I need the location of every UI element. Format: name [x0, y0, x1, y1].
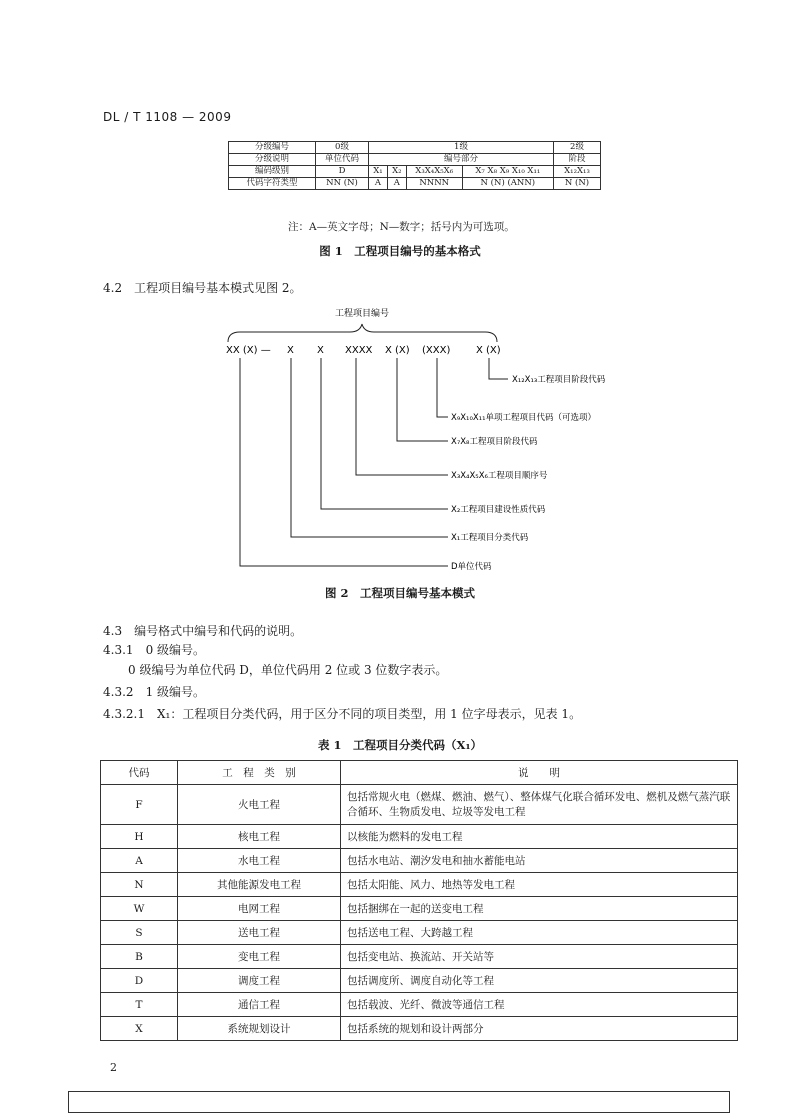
code-cell: N — [101, 873, 178, 897]
figure1-caption: 图 1 工程项目编号的基本格式 — [319, 244, 481, 258]
figure1-cell: N (N) (ANN) — [462, 178, 553, 190]
description-cell: 包括变电站、换流站、开关站等 — [341, 945, 738, 969]
column-header: 工 程 类 别 — [178, 761, 341, 785]
page-number: 2 — [110, 1061, 117, 1074]
table-row — [101, 825, 738, 849]
leader-line — [489, 358, 508, 379]
table-row — [101, 969, 738, 993]
category-cell: 送电工程 — [178, 921, 341, 945]
figure1-cell: X₂ — [387, 166, 406, 178]
figure1-cell: X₃X₄X₅X₆ — [406, 166, 462, 178]
section-text: 1 级编号。 — [145, 685, 206, 699]
figure1-row — [229, 166, 601, 178]
table-row — [101, 945, 738, 969]
section-4-3-1 — [103, 641, 205, 659]
category-cell: 变电工程 — [178, 945, 341, 969]
table-row — [101, 993, 738, 1017]
category-cell: 火电工程 — [178, 785, 341, 825]
figure1-row — [229, 154, 601, 166]
category-cell: 通信工程 — [178, 993, 341, 1017]
figure1-cell: X₇ X₈ X₉ X₁₀ X₁₁ — [462, 166, 553, 178]
brace-label: 工程项目编号 — [334, 309, 390, 319]
section-number: 4.3.2.1 — [103, 707, 145, 721]
column-header: 说 明 — [341, 761, 738, 785]
section-4-3 — [103, 622, 302, 640]
table-header-row — [101, 761, 738, 785]
figure1-cell: 单位代码 — [316, 154, 369, 166]
category-cell: 其他能源发电工程 — [178, 873, 341, 897]
figure2-label: X₉X₁₀X₁₁单项工程项目代码（可选项） — [451, 413, 597, 423]
pattern-segment: XXXX — [345, 345, 373, 356]
bottom-frame — [68, 1091, 730, 1113]
section-4-3-2 — [103, 683, 205, 701]
figure2-diagram — [0, 300, 800, 580]
description-cell: 包括太阳能、风力、地热等发电工程 — [341, 873, 738, 897]
figure2-label: D单位代码 — [451, 562, 492, 572]
code-cell: D — [101, 969, 178, 993]
code-cell: H — [101, 825, 178, 849]
code-cell: B — [101, 945, 178, 969]
section-text: 0 级编号。 — [145, 643, 206, 657]
table-row — [101, 921, 738, 945]
code-cell: S — [101, 921, 178, 945]
section-text: 编号格式中编号和代码的说明。 — [134, 624, 303, 638]
paragraph: 0 级编号为单位代码 D，单位代码用 2 位或 3 位数字表示。 — [128, 663, 448, 677]
brace-line — [228, 324, 497, 342]
description-cell: 以核能为燃料的发电工程 — [341, 825, 738, 849]
section-4-3-2-1 — [103, 705, 581, 723]
figure2-caption: 图 2 工程项目编号基本模式 — [324, 586, 475, 600]
code-cell: X — [101, 1017, 178, 1041]
pattern-segment: XX (X) — — [226, 345, 271, 356]
figure1-cell: 2级 — [554, 142, 601, 154]
table-row — [101, 785, 738, 825]
description-cell: 包括系统的规划和设计两部分 — [341, 1017, 738, 1041]
pattern-segment: (XXX) — [422, 345, 451, 356]
figure1-cell: 0级 — [316, 142, 369, 154]
figure1-cell: NN (N) — [316, 178, 369, 190]
description-cell: 包括送电工程、大跨越工程 — [341, 921, 738, 945]
figure1-cell: X₁ — [369, 166, 388, 178]
figure1-cell: 编码级别 — [229, 166, 316, 178]
figure1-cell: 代码字符类型 — [229, 178, 316, 190]
section-text: X₁：工程项目分类代码，用于区分不同的项目类型，用 1 位字母表示，见表 1。 — [157, 707, 582, 721]
description-cell: 包括调度所、调度自动化等工程 — [341, 969, 738, 993]
code-cell: A — [101, 849, 178, 873]
figure2-label: X₁工程项目分类代码 — [451, 533, 529, 543]
code-cell: T — [101, 993, 178, 1017]
figure1-cell: 分级说明 — [229, 154, 316, 166]
category-cell: 水电工程 — [178, 849, 341, 873]
table-row — [101, 849, 738, 873]
figure1-cell: X₁₂X₁₃ — [554, 166, 601, 178]
description-cell: 包括常规火电（燃煤、燃油、燃气）、整体煤气化联合循环发电、燃机及燃气蒸汽联合循环、生物质发电、垃圾等发电工程 — [341, 785, 738, 825]
table-row — [101, 1017, 738, 1041]
figure1-cell: NNNN — [406, 178, 462, 190]
code-cell: F — [101, 785, 178, 825]
leader-line — [356, 358, 448, 475]
figure1-cell: 编号部分 — [369, 154, 554, 166]
section-number: 4.3.1 — [103, 643, 134, 657]
pattern-segment: X (X) — [476, 345, 501, 356]
figure1-cell: A — [387, 178, 406, 190]
leader-line — [240, 358, 448, 566]
figure2-label: X₇X₈工程项目阶段代码 — [451, 437, 538, 447]
description-cell: 包括水电站、潮汐发电和抽水蓄能电站 — [341, 849, 738, 873]
pattern-segment: X — [287, 345, 294, 356]
pattern-segment: X (X) — [385, 345, 410, 356]
figure1-format-table — [228, 141, 601, 190]
figure2-label: X₂工程项目建设性质代码 — [451, 505, 546, 515]
code-cell: W — [101, 897, 178, 921]
table-row — [101, 897, 738, 921]
section-4-2: 4.2 工程项目编号基本模式见图 2。 — [103, 281, 302, 295]
column-header: 代码 — [101, 761, 178, 785]
figure1-cell: 阶段 — [554, 154, 601, 166]
figure1-cell: D — [316, 166, 369, 178]
figure1-note: 注：A—英文字母；N—数字；括号内为可选项。 — [288, 221, 515, 233]
classification-table — [100, 760, 738, 1041]
category-cell: 核电工程 — [178, 825, 341, 849]
figure1-cell: N (N) — [554, 178, 601, 190]
figure1-cell: A — [369, 178, 388, 190]
table1-caption: 表 1 工程项目分类代码（X₁） — [318, 738, 482, 752]
standard-code: DL / T 1108 — 2009 — [103, 110, 232, 124]
leader-line — [321, 358, 448, 509]
category-cell: 调度工程 — [178, 969, 341, 993]
table-row — [101, 873, 738, 897]
leader-line — [397, 358, 448, 441]
figure1-cell: 1级 — [369, 142, 554, 154]
description-cell: 包括捆绑在一起的送变电工程 — [341, 897, 738, 921]
description-cell: 包括载波、光纤、微波等通信工程 — [341, 993, 738, 1017]
figure1-row — [229, 142, 601, 154]
figure2-label: X₁₂X₁₃工程项目阶段代码 — [512, 375, 606, 385]
figure1-row — [229, 178, 601, 190]
category-cell: 电网工程 — [178, 897, 341, 921]
leader-line — [291, 358, 448, 537]
figure1-cell: 分级编号 — [229, 142, 316, 154]
leader-line — [437, 358, 448, 417]
figure2-label: X₃X₄X₅X₆工程项目顺序号 — [451, 471, 548, 481]
category-cell: 系统规划设计 — [178, 1017, 341, 1041]
section-number: 4.3 — [103, 624, 123, 638]
section-number: 4.3.2 — [103, 685, 134, 699]
pattern-segment: X — [317, 345, 324, 356]
